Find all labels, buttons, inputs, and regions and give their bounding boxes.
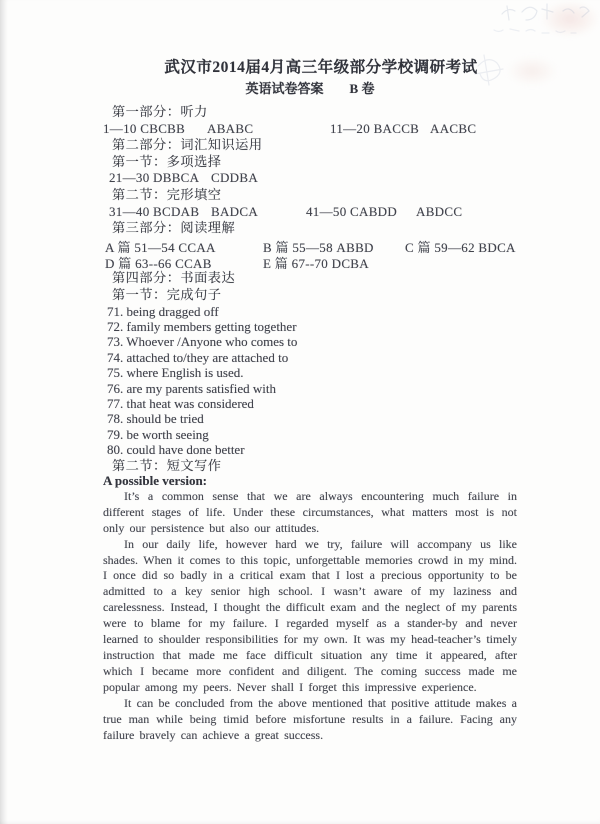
answer-group: B 篇 55—58 ABBD (263, 239, 374, 255)
answer-group: 41—50 CABDD (306, 203, 398, 219)
reading-answers-row-1 (103, 237, 517, 254)
multiple-choice-answers-row (103, 170, 517, 187)
answer-group: C 篇 59—62 BDCA (405, 239, 516, 255)
answer-group: AACBC (430, 120, 477, 136)
paper-version-label: B 卷 (349, 81, 375, 96)
completion-item: 74. attached to/they are attached to (107, 349, 289, 365)
section4-header: 第二节：短文写作 (112, 457, 222, 473)
part4-header: 第四部分：书面表达 (112, 269, 236, 285)
answer-group: ABDCC (416, 203, 463, 219)
answer-key-section (103, 104, 517, 473)
page-title: 武汉市2014届4月高三年级部分学校调研考试 (164, 59, 478, 76)
part1-header: 第一部分：听力 (112, 104, 208, 119)
document-content (103, 58, 517, 743)
essay-paragraph-1: It’s a common sense that we are always encountering much failure in different stages of life. Under these circumstances, what matters most is not only our persistence but also our attitudes. (103, 488, 517, 535)
completion-item: 71. being dragged off (107, 303, 219, 319)
cloze-answers-row (103, 204, 517, 221)
listening-answers-row (103, 121, 517, 138)
answer-group: 21—30 DBBCA (109, 170, 200, 186)
essay-section (103, 473, 517, 743)
page-subtitle (103, 80, 517, 97)
answer-group: 1—10 CBCBB (103, 120, 186, 136)
answer-group: CDDBA (211, 170, 259, 186)
completion-item: 80. could have done better (107, 442, 245, 458)
subtitle-subject: 英语试卷答案 (245, 81, 324, 96)
essay-paragraph-3: It can be concluded from the above mentioned that positive attitude makes a true man while being timid before misfortune results in a failure. Facing any failure bravely can achieve a great success. (103, 695, 517, 742)
answer-group: 11—20 BACCB (330, 120, 420, 136)
answer-group: D 篇 63--66 CCAB (105, 256, 212, 272)
answer-group: A 篇 51—54 CCAA (105, 239, 216, 255)
completion-item: 76. are my parents satisfied with (107, 380, 276, 396)
section1-header: 第一节：多项选择 (112, 153, 222, 169)
section3-header: 第一节：完成句子 (112, 286, 222, 302)
completion-item: 75. where English is used. (107, 365, 244, 381)
reading-answers-row-2 (103, 253, 517, 270)
answer-group: 31—40 BCDAB (109, 203, 200, 219)
part2-header: 第二部分：词汇知识运用 (112, 137, 263, 153)
completion-item: 79. be worth seeing (107, 426, 209, 442)
answer-group: BADCA (211, 203, 259, 219)
sentence-completion-list (103, 304, 517, 458)
answer-group: ABABC (207, 120, 254, 136)
page-edge-shadow (0, 0, 10, 824)
part3-header: 第三部分：阅读理解 (112, 220, 236, 236)
answer-group: E 篇 67--70 DCBA (263, 256, 369, 272)
essay-paragraph-2: In our daily life, however hard we try, failure will accompany us like shades. When it comes to this topic, unforgettable memories crowd in my mind. I once did so badly in a critical exam that I lost a precious opportunity to be admitted to a key senior high school. I wasn’t aware of my laziness and carelessness. Instead, I thought the difficult exam and the neglect of my parents were to blame for my failure. I regarded myself as a stander-by and never learned to shoulder responsibilities for my own. It was my head-teacher’s timely instruction that made me face difficult situation any time it appeared, after which I became more confident and diligent. The coming success made me popular among my peers. Never shall I forget this impressive experience. (103, 536, 517, 694)
completion-item: 77. that heat was considered (107, 395, 254, 411)
completion-item: 78. should be tried (107, 411, 204, 427)
completion-item: 73. Whoever /Anyone who comes to (107, 334, 298, 350)
completion-item: 72. family members getting together (107, 319, 297, 335)
essay-heading: A possible version: (103, 473, 208, 489)
section2-header: 第二节：完形填空 (112, 186, 222, 202)
